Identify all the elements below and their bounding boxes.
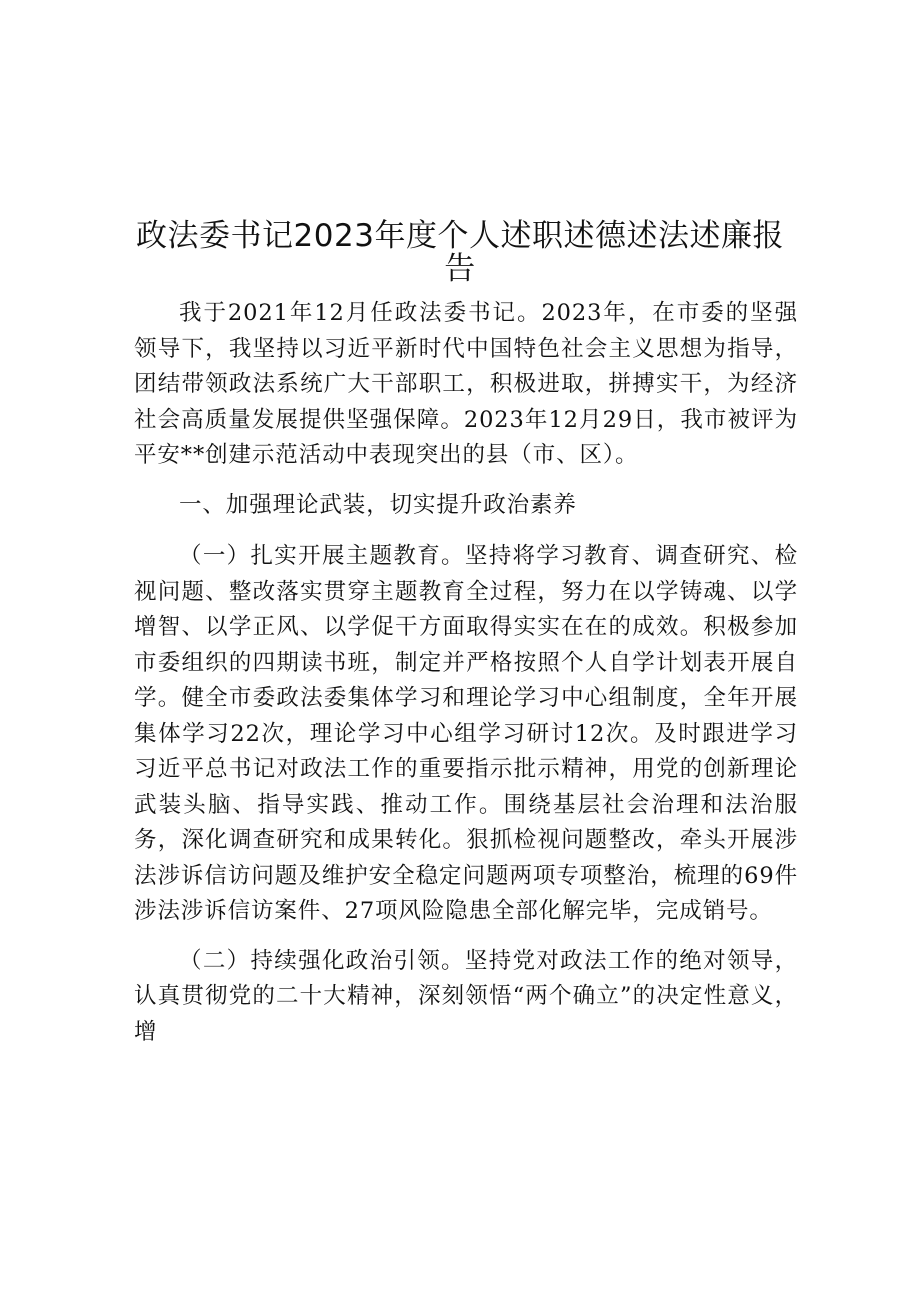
section-heading: 一、加强理论武装，切实提升政治素养 [179, 491, 577, 518]
subsection-paragraph-1: （一）扎实开展主题教育。坚持将学习教育、调查研究、检视问题、整改落实贯穿主题教育全过程，努力在以学铸魂、以学增智、以学正风、以学促干方面取得实实在在的成效。积极参加市委组织的四期读书班，制定并严格按照个人自学计划表开展自学。健全市委政法委集体学习和理论学习中心组制度，全年开展集体学习22次，理论学习中心组学习研讨12次。及时跟进学习习近平总书记对政法工作的重要指示批示精神，用党的创新理论武装头脑、指导实践、推动工作。围绕基层社会治理和法治服务，深化调查研究和成果转化。狠抓检视问题整改，牵头开展涉法涉诉信访问题及维护安全稳定问题两项专项整治，梳理的69件涉法涉诉信访案件、27项风险隐患全部化解完毕，完成销号。 [134, 543, 798, 924]
document-title: 政法委书记2023年度个人述职述德述法述廉报告 [136, 218, 784, 287]
document-body [134, 296, 798, 1064]
subsection-paragraph-2: （二）持续强化政治引领。坚持党对政法工作的绝对领导，认真贯彻党的二十大精神，深刻领悟“两个确立”的决定性意义，增 [134, 947, 798, 1045]
intro-paragraph: 我于2021年12月任政法委书记。2023年，在市委的坚强领导下，我坚持以习近平新时代中国特色社会主义思想为指导，团结带领政法系统广大干部职工，积极进取，拼搏实干，为经济社会高质量发展提供坚强保障。2023年12月29日，我市被评为平安**创建示范活动中表现突出的县（市、区）。 [134, 300, 798, 468]
